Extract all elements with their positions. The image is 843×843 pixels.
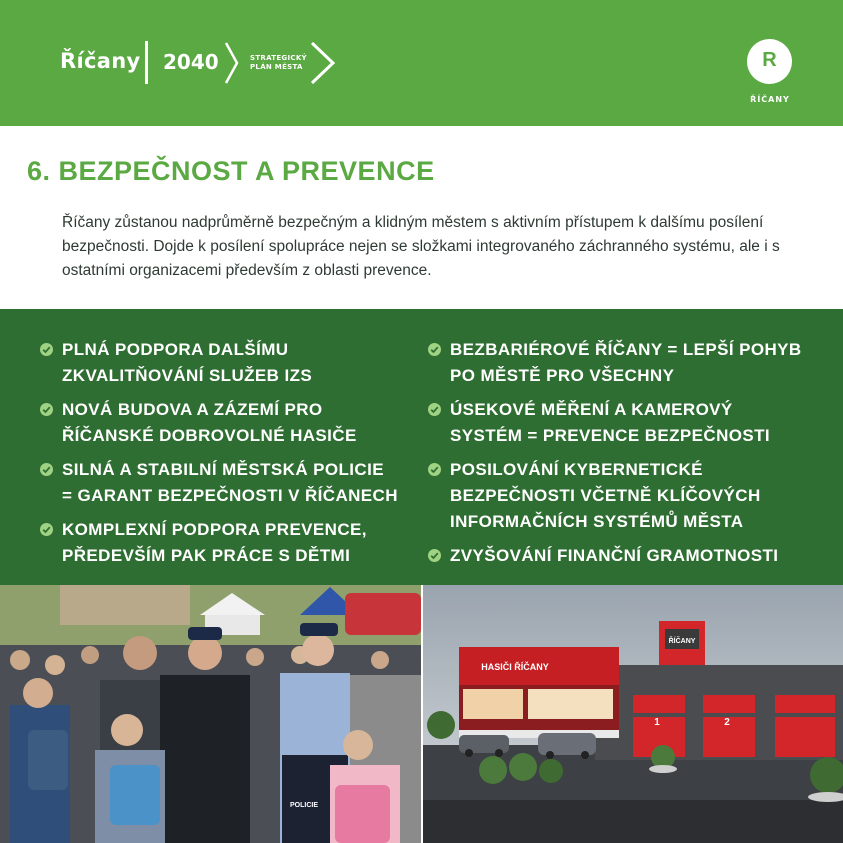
goal-item (428, 397, 828, 449)
plan-label (250, 54, 307, 72)
goal-item (40, 397, 410, 449)
goal-item (428, 543, 828, 569)
check-icon (428, 549, 441, 562)
city-name: Říčany (60, 49, 141, 73)
city-logo (747, 39, 792, 84)
goal-item (40, 337, 410, 389)
photo-firestation-rendering (423, 585, 843, 843)
goal-item (428, 337, 828, 389)
goal-text: ÚSEKOVÉ MĚŘENÍ A KAMEROVÝ SYSTÉM = PREVENCE BEZPEČNOSTI (450, 400, 771, 445)
section-intro: Říčany zůstanou nadprůměrně bezpečným a klidným městem s aktivním přístupem k dalšímu posílení bezpečnosti. Dojde k posílení spolupráce nejen se složkami integrovaného záchranného systému, ale i s ostatními organizacemi především z oblasti prevence. (62, 214, 780, 279)
photo-firestation-illustration (423, 585, 843, 843)
goal-text: BEZBARIÉROVÉ ŘÍČANY = LEPŠÍ POHYB PO MĚSTĚ PRO VŠECHNY (450, 340, 802, 385)
goal-text: PLNÁ PODPORA DALŠÍMU ZKVALITŇOVÁNÍ SLUŽEB IZS (62, 340, 313, 385)
goals-list-left (40, 337, 410, 577)
logo-letter: R (762, 49, 777, 71)
photo-police-children-illustration (0, 585, 421, 843)
check-icon (428, 343, 441, 356)
goal-text: ZVYŠOVÁNÍ FINANČNÍ GRAMOTNOSTI (450, 546, 779, 565)
check-icon (40, 403, 53, 416)
check-icon (40, 463, 53, 476)
check-icon (40, 523, 53, 536)
photo-police-children (0, 585, 421, 843)
check-icon (428, 403, 441, 416)
section-title: 6. BEZPEČNOST A PREVENCE (27, 156, 435, 186)
goals-list-right (428, 337, 828, 577)
goal-text: POSILOVÁNÍ KYBERNETICKÉ BEZPEČNOSTI VČETNĚ KLÍČOVÝCH INFORMAČNÍCH SYSTÉMŮ MĚSTA (450, 460, 761, 531)
gate-number-1: 1 (654, 717, 660, 728)
goal-text: SILNÁ A STABILNÍ MĚSTSKÁ POLICIE = GARANT BEZPEČNOSTI V ŘÍČANECH (62, 460, 398, 505)
gate-number-2: 2 (724, 717, 730, 728)
header-divider (145, 41, 148, 84)
goal-item (40, 457, 410, 509)
firestation-sign: HASIČI ŘÍČANY (481, 662, 549, 672)
goal-text: NOVÁ BUDOVA A ZÁZEMÍ PRO ŘÍČANSKÉ DOBROVOLNÉ HASIČE (62, 400, 357, 445)
tower-sign: ŘÍČANY (668, 638, 696, 645)
chevron-right-large-icon (309, 41, 337, 85)
logo-label: ŘÍČANY (750, 95, 790, 104)
check-icon (40, 343, 53, 356)
header-bar (0, 0, 843, 126)
goal-text: KOMPLEXNÍ PODPORA PREVENCE, PŘEDEVŠÍM PAK PRÁCE S DĚTMI (62, 520, 367, 565)
chevron-right-icon (224, 41, 240, 85)
goal-item (428, 457, 828, 535)
plan-label-line2: PLÁN MĚSTA (250, 63, 303, 71)
goal-item (40, 517, 410, 569)
plan-year: 2040 (163, 50, 219, 74)
plan-label-line1: STRATEGICKÝ (250, 54, 307, 62)
police-vest-label: POLICIE (290, 802, 319, 809)
check-icon (428, 463, 441, 476)
